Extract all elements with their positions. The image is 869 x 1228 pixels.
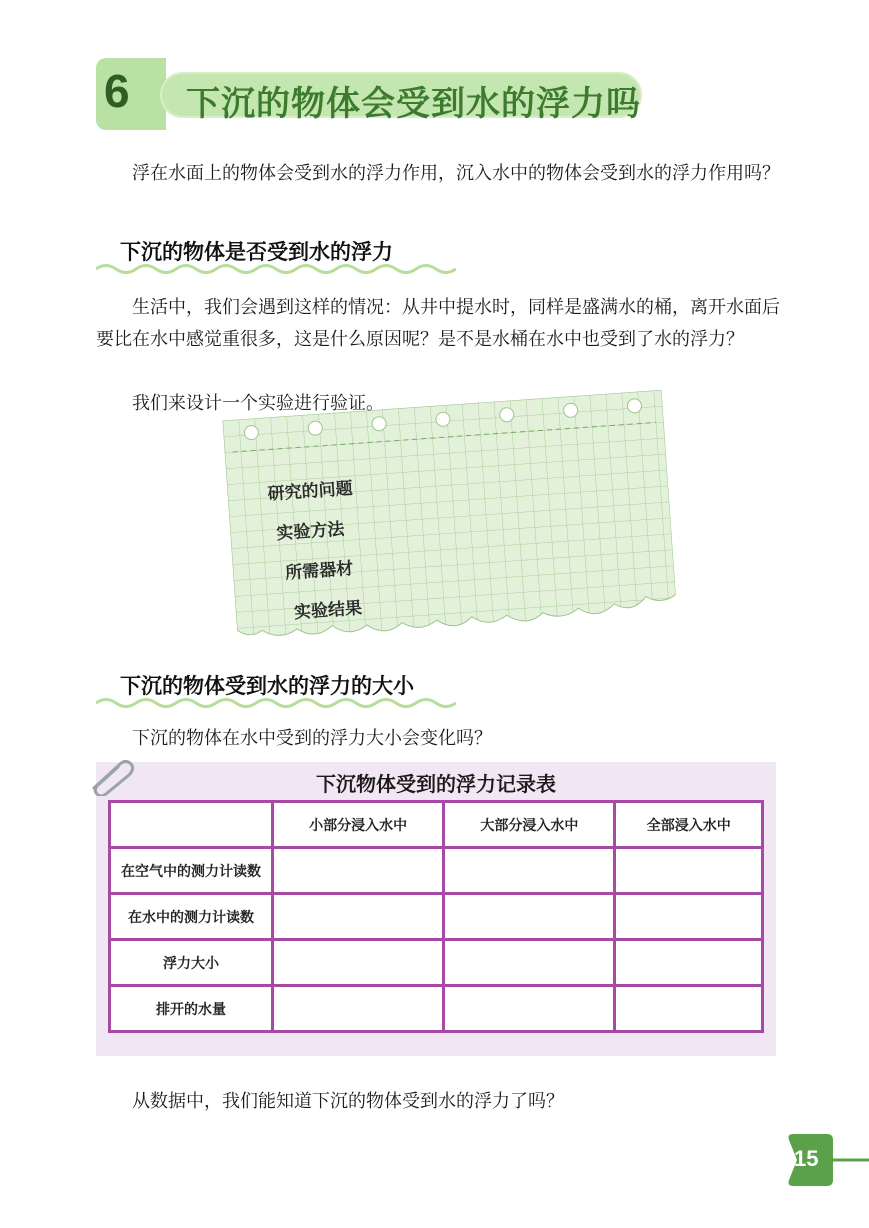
table-row <box>110 848 763 894</box>
section-title-underline-2 <box>96 696 456 710</box>
table-cell[interactable] <box>444 848 615 894</box>
column-header-small-part: 小部分浸入水中 <box>273 802 444 848</box>
closing-question: 从数据中，我们能知道下沉的物体受到水的浮力了吗？ <box>132 1091 564 1112</box>
note-item-results: 实验结果 <box>293 598 363 624</box>
table-row <box>110 894 763 940</box>
table-cell[interactable] <box>615 894 763 940</box>
section-title-1: 下沉的物体是否受到水的浮力 <box>120 240 393 264</box>
table-cell[interactable] <box>273 986 444 1032</box>
note-item-method: 实验方法 <box>275 519 346 545</box>
table-cell[interactable] <box>615 848 763 894</box>
section-title-underline <box>96 262 456 276</box>
table-cell[interactable] <box>444 986 615 1032</box>
table-cell[interactable] <box>615 940 763 986</box>
section1-paragraph: 生活中，我们会遇到这样的情况：从井中提水时，同样是盛满水的桶，离开水面后要比在水中感觉重很多，这是什么原因呢？是不是水桶在水中也受到了水的浮力？ <box>96 297 780 350</box>
record-table-title: 下沉物体受到的浮力记录表 <box>316 772 556 796</box>
intro-paragraph: 浮在水面上的物体会受到水的浮力作用，沉入水中的物体会受到水的浮力作用吗？ <box>132 163 780 184</box>
page-number: 15 <box>794 1146 819 1171</box>
row-header-air-reading: 在空气中的测力计读数 <box>110 848 273 894</box>
table-cell[interactable] <box>615 986 763 1032</box>
section-title-2: 下沉的物体受到水的浮力的大小 <box>120 674 414 698</box>
experiment-note-card <box>223 390 678 650</box>
record-table <box>108 800 764 1033</box>
note-item-materials: 所需器材 <box>284 558 354 584</box>
table-row <box>110 986 763 1032</box>
lesson-title: 下沉的物体会受到水的浮力吗 <box>186 84 641 124</box>
note-item-question: 研究的问题 <box>267 478 354 505</box>
table-row <box>110 940 763 986</box>
table-corner-cell <box>110 802 273 848</box>
row-header-water-reading: 在水中的测力计读数 <box>110 894 273 940</box>
table-cell[interactable] <box>273 894 444 940</box>
column-header-most-part: 大部分浸入水中 <box>444 802 615 848</box>
column-header-fully: 全部浸入水中 <box>615 802 763 848</box>
table-cell[interactable] <box>444 894 615 940</box>
row-header-displaced-water: 排开的水量 <box>110 986 273 1032</box>
section2-question: 下沉的物体在水中受到的浮力大小会变化吗？ <box>132 728 492 749</box>
section1-design-line: 我们来设计一个实验进行验证。 <box>132 393 384 414</box>
lesson-number: 6 <box>104 65 130 117</box>
table-cell[interactable] <box>444 940 615 986</box>
table-cell[interactable] <box>273 940 444 986</box>
row-header-buoyancy: 浮力大小 <box>110 940 273 986</box>
table-cell[interactable] <box>273 848 444 894</box>
table-header-row <box>110 802 763 848</box>
